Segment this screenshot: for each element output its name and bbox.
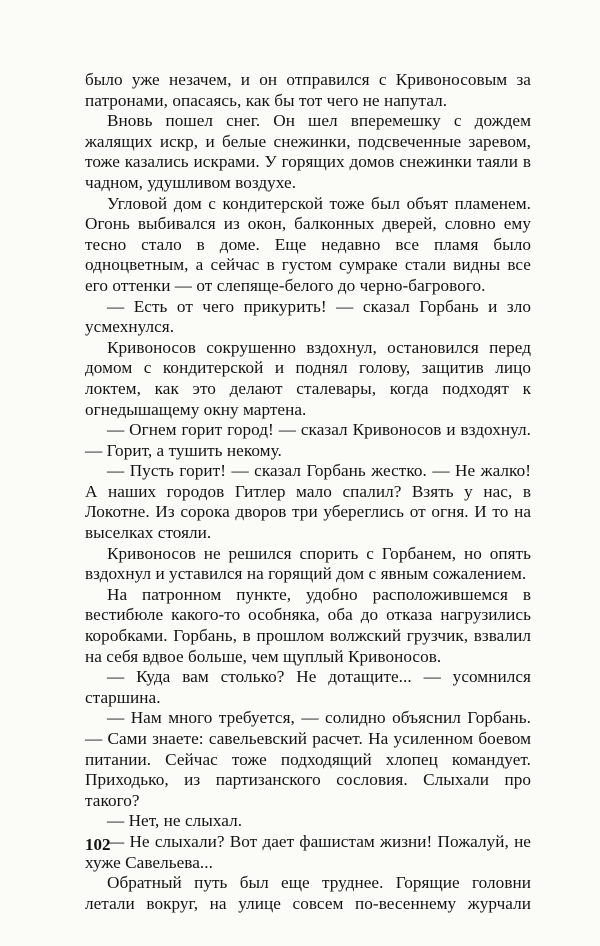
paragraph-13: — Не слыхали? Вот дает фашистам жизни! Пожалуй, не хуже Савельева... (85, 831, 531, 872)
paragraph-14: Обратный путь был еще труднее. Горящие головни летали вокруг, на улице совсем по-весеннему журчали (85, 873, 531, 913)
paragraph-9: На патронном пункте, удобно расположившемся в вестибюле какого-то особняка, оба до отказа нагрузились коробками. Горбань, в прошлом волжский грузчик, взвалил на себя вдвое больше, чем щуплый Кривоносов. (85, 584, 531, 666)
paragraph-12: — Нет, не слыхал. (107, 811, 243, 831)
paragraph-4: — Есть от чего прикурить! — сказал Горбань и зло усмехнулся. (85, 296, 531, 337)
paragraph-1: было уже незачем, и он отправился с Кривоносовым за патронами, опасаясь, как бы тот чего не напутал. (85, 70, 531, 110)
paragraph-5: Кривоносов сокрушенно вздохнул, остановился перед домом с кондитерской и поднял голову, защитив лицо локтем, как это делают сталевары, когда подходят к огнедышащему окну мартена. (85, 337, 531, 419)
paragraph-6: — Огнем горит город! — сказал Кривоносов и вздохнул. — Горит, а тушить некому. (85, 420, 531, 460)
paragraph-8: Кривоносов не решился спорить с Горбанем, но опять вздохнул и уставился на горящий дом с явным сожалением. (85, 543, 531, 584)
paragraph-11: — Нам много требуется, — солидно объяснил Горбань. — Сами знаете: савельевский расчет. На усиленном боевом питании. Сейчас тоже подходящий хлопец командует. Приходько, из партизанского сословия. Слыхали про такого? (85, 708, 531, 810)
paragraph-3: Угловой дом с кондитерской тоже был объят пламенем. Огонь выбивался из окон, балконных дверей, словно ему тесно стало в доме. Еще недавно все пламя было одноцветным, а сейчас в густом сумраке стали видны все его оттенки — от слепяще-белого до черно-багрового. (85, 193, 531, 295)
paragraph-2: Вновь пошел снег. Он шел вперемешку с дождем жалящих искр, и белые снежинки, подсвеченные заревом, тоже казались искрами. У горящих домов снежинки таяли в чадном, удушливом воздухе. (85, 111, 531, 192)
paragraph-7: — Пусть горит! — сказал Горбань жестко. — Не жалко! А наших городов Гитлер мало спалил? Взять у нас, в Локотне. Из сорока дворов три убереглись от огня. И то на выселках стояли. (85, 461, 531, 543)
page-number: 102 (85, 835, 111, 854)
paragraph-10: — Куда вам столько? Не дотащите... — усомнился старшина. (85, 667, 531, 707)
page-text (85, 70, 531, 914)
